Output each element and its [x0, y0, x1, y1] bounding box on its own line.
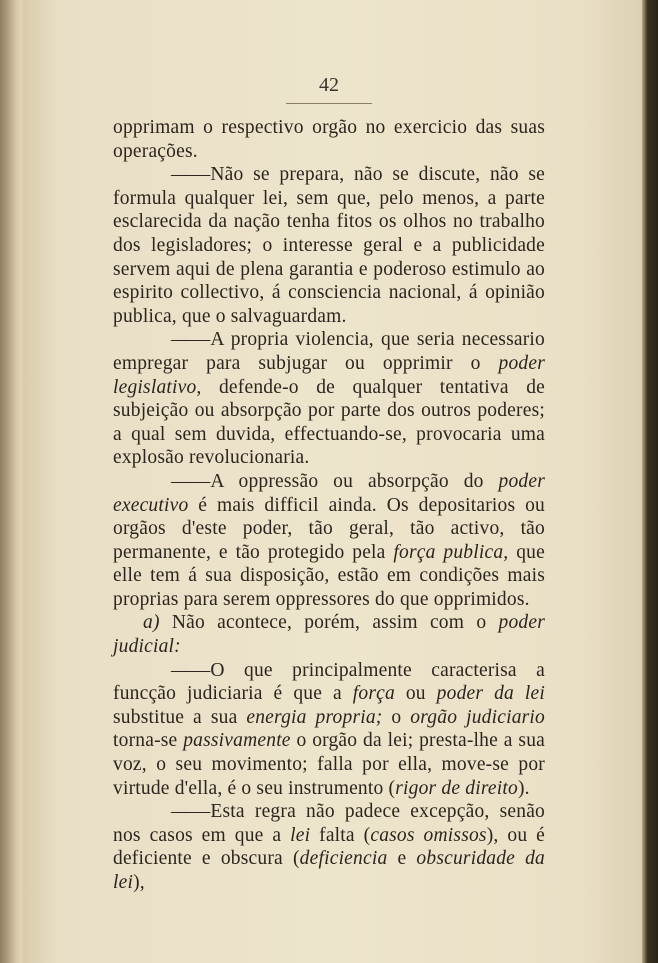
italic-text: lei [290, 824, 311, 846]
text-run: defende-o de qualquer tentativa de subjeição ou absorpção por parte dos outros poderes; a qual sem duvida, effectuando-se, provocaria uma explosão revolucionaria. [113, 376, 545, 469]
italic-text: rigor de direito [395, 777, 518, 799]
italic-text: força [352, 683, 395, 705]
text-run: ), ou é deficiente e obscura ( [113, 824, 545, 870]
text-run: opprimam o respectivo orgão no exercicio das suas operações. [113, 117, 545, 162]
italic-text: poder judicial: [113, 612, 545, 658]
italic-text: poder legislativo, [113, 352, 545, 398]
paragraph [113, 116, 545, 163]
text-run: ——O que principalmente caracterisa a funcção judiciaria é que a [113, 659, 545, 705]
italic-text: obscuridade da lei [113, 848, 545, 893]
italic-text: deficiencia [299, 848, 388, 870]
paragraph [113, 328, 545, 470]
text-run: que elle tem á sua disposição, estão em condições mais proprias para serem oppressores do que opprimidos. [113, 541, 545, 610]
italic-text: a) [143, 612, 160, 634]
text-run: e [387, 848, 417, 870]
italic-text: orgão judiciario [410, 706, 545, 728]
text-run: ou [394, 683, 437, 705]
body-text [113, 116, 545, 895]
paragraph [113, 470, 545, 612]
text-run: é mais difficil ainda. Os depositarios ou orgãos d'este poder, tão geral, tão activo, tão permanente, e tão protegido pela [113, 494, 545, 563]
italic-text: poder executivo [113, 470, 545, 516]
paragraph [113, 659, 545, 801]
text-run: o [382, 706, 411, 728]
text-run: Não acontece, porém, assim com o [159, 612, 499, 634]
italic-text: poder da lei [436, 683, 545, 705]
italic-text: força publica, [393, 541, 509, 563]
text-run: ). [517, 777, 530, 799]
italic-text: passivamente [183, 730, 291, 752]
page-number: 42 [319, 74, 339, 96]
italic-text: energia propria; [246, 706, 383, 728]
paragraph [113, 800, 545, 894]
text-run: ——Não se prepara, não se discute, não se formula qualquer lei, sem que, pelo menos, a parte esclarecida da nação tenha fitos os olhos no trabalho dos legisladores; o interesse geral e a publicidade servem aqui de plena garantia e poderoso estimulo ao espirito collectivo, á consciencia nacional, á opinião publica, que o salvaguardam. [113, 164, 545, 327]
book-spine [0, 0, 22, 963]
text-run: substitue a sua [113, 706, 247, 728]
text-run: ——Esta regra não padece excepção, senão nos casos em que a [113, 801, 545, 846]
text-run: o orgão da lei; presta-lhe a sua voz, o seu movimento; falla por ella, move-se por virtude d'ella, é o seu instrumento ( [113, 730, 545, 799]
text-run: ——A propria violencia, que seria necessario empregar para subjugar ou opprimir o [113, 329, 545, 374]
page-edge [642, 0, 658, 963]
text-run: ——A oppressão ou absorpção do [171, 470, 499, 492]
header-rule [286, 103, 372, 104]
text-run: ), [133, 872, 145, 893]
paragraph [113, 611, 545, 658]
text-run: falta ( [310, 824, 371, 846]
paragraph [113, 163, 545, 328]
text-run: torna-se [113, 730, 184, 752]
italic-text: casos omissos [370, 824, 487, 846]
